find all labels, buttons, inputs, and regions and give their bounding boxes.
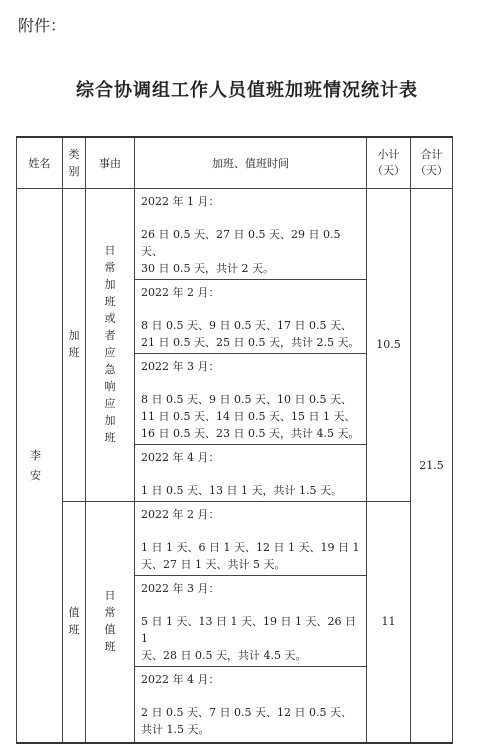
table-row <box>17 189 453 280</box>
duty-entry: 2022 年 4 月： 2 日 0.5 天、7 日 0.5 天、12 日 0.5 天、 共计 1.5 天。 <box>135 667 367 744</box>
reason-duty: 日常值班 <box>86 502 135 744</box>
attachment-label: 附件： <box>18 16 67 35</box>
header-total: 合计 （天） <box>411 137 453 189</box>
header-reason: 事由 <box>86 137 135 189</box>
header-subtotal: 小计 （天） <box>367 137 411 189</box>
category-overtime: 加班 <box>63 189 86 502</box>
duty-entry: 2022 年 2 月： 1 日 1 天、6 日 1 天、12 日 1 天、19 日 1 天、27 日 1 天、共计 5 天。 <box>135 502 367 576</box>
overtime-entry: 2022 年 3 月： 8 日 0.5 天、9 日 0.5 天、10 日 0.5 天、 11 日 0.5 天、14 日 0.5 天、15 日 1 天、 16 日 0.5 天、23 日 0.5 天，共计 4.5 天。 <box>135 354 367 445</box>
table-row <box>17 502 453 576</box>
reason-overtime: 日常加班或者应急响应加班 <box>86 189 135 502</box>
duty-entry: 2022 年 3 月： 5 日 1 天、13 日 1 天、19 日 1 天、26 日 1 天、28 日 0.5 天，共计 4.5 天。 <box>135 576 367 667</box>
overtime-entry: 2022 年 2 月： 8 日 0.5 天、9 日 0.5 天、17 日 0.5 天、 21 日 0.5 天、25 日 0.5 天，共计 2.5 天。 <box>135 280 367 354</box>
duty-subtotal: 11 <box>367 502 411 744</box>
page-title: 综合协调组工作人员值班加班情况统计表 <box>76 80 418 101</box>
header-name: 姓名 <box>17 137 63 189</box>
overtime-entry: 2022 年 4 月： 1 日 0.5 天、13 日 1 天，共计 1.5 天。 <box>135 445 367 502</box>
category-duty: 值班 <box>63 502 86 744</box>
grand-total: 21.5 <box>411 189 453 744</box>
person-name: 李 安 <box>17 189 63 744</box>
overtime-subtotal: 10.5 <box>367 189 411 502</box>
header-category: 类别 <box>63 137 86 189</box>
overtime-entry: 2022 年 1 月： 26 日 0.5 天、27 日 0.5 天、29 日 0.5 天、 30 日 0.5 天，共计 2 天。 <box>135 189 367 280</box>
table-header-row <box>17 137 453 189</box>
header-time: 加班、值班时间 <box>135 137 367 189</box>
duty-overtime-table <box>16 136 453 744</box>
